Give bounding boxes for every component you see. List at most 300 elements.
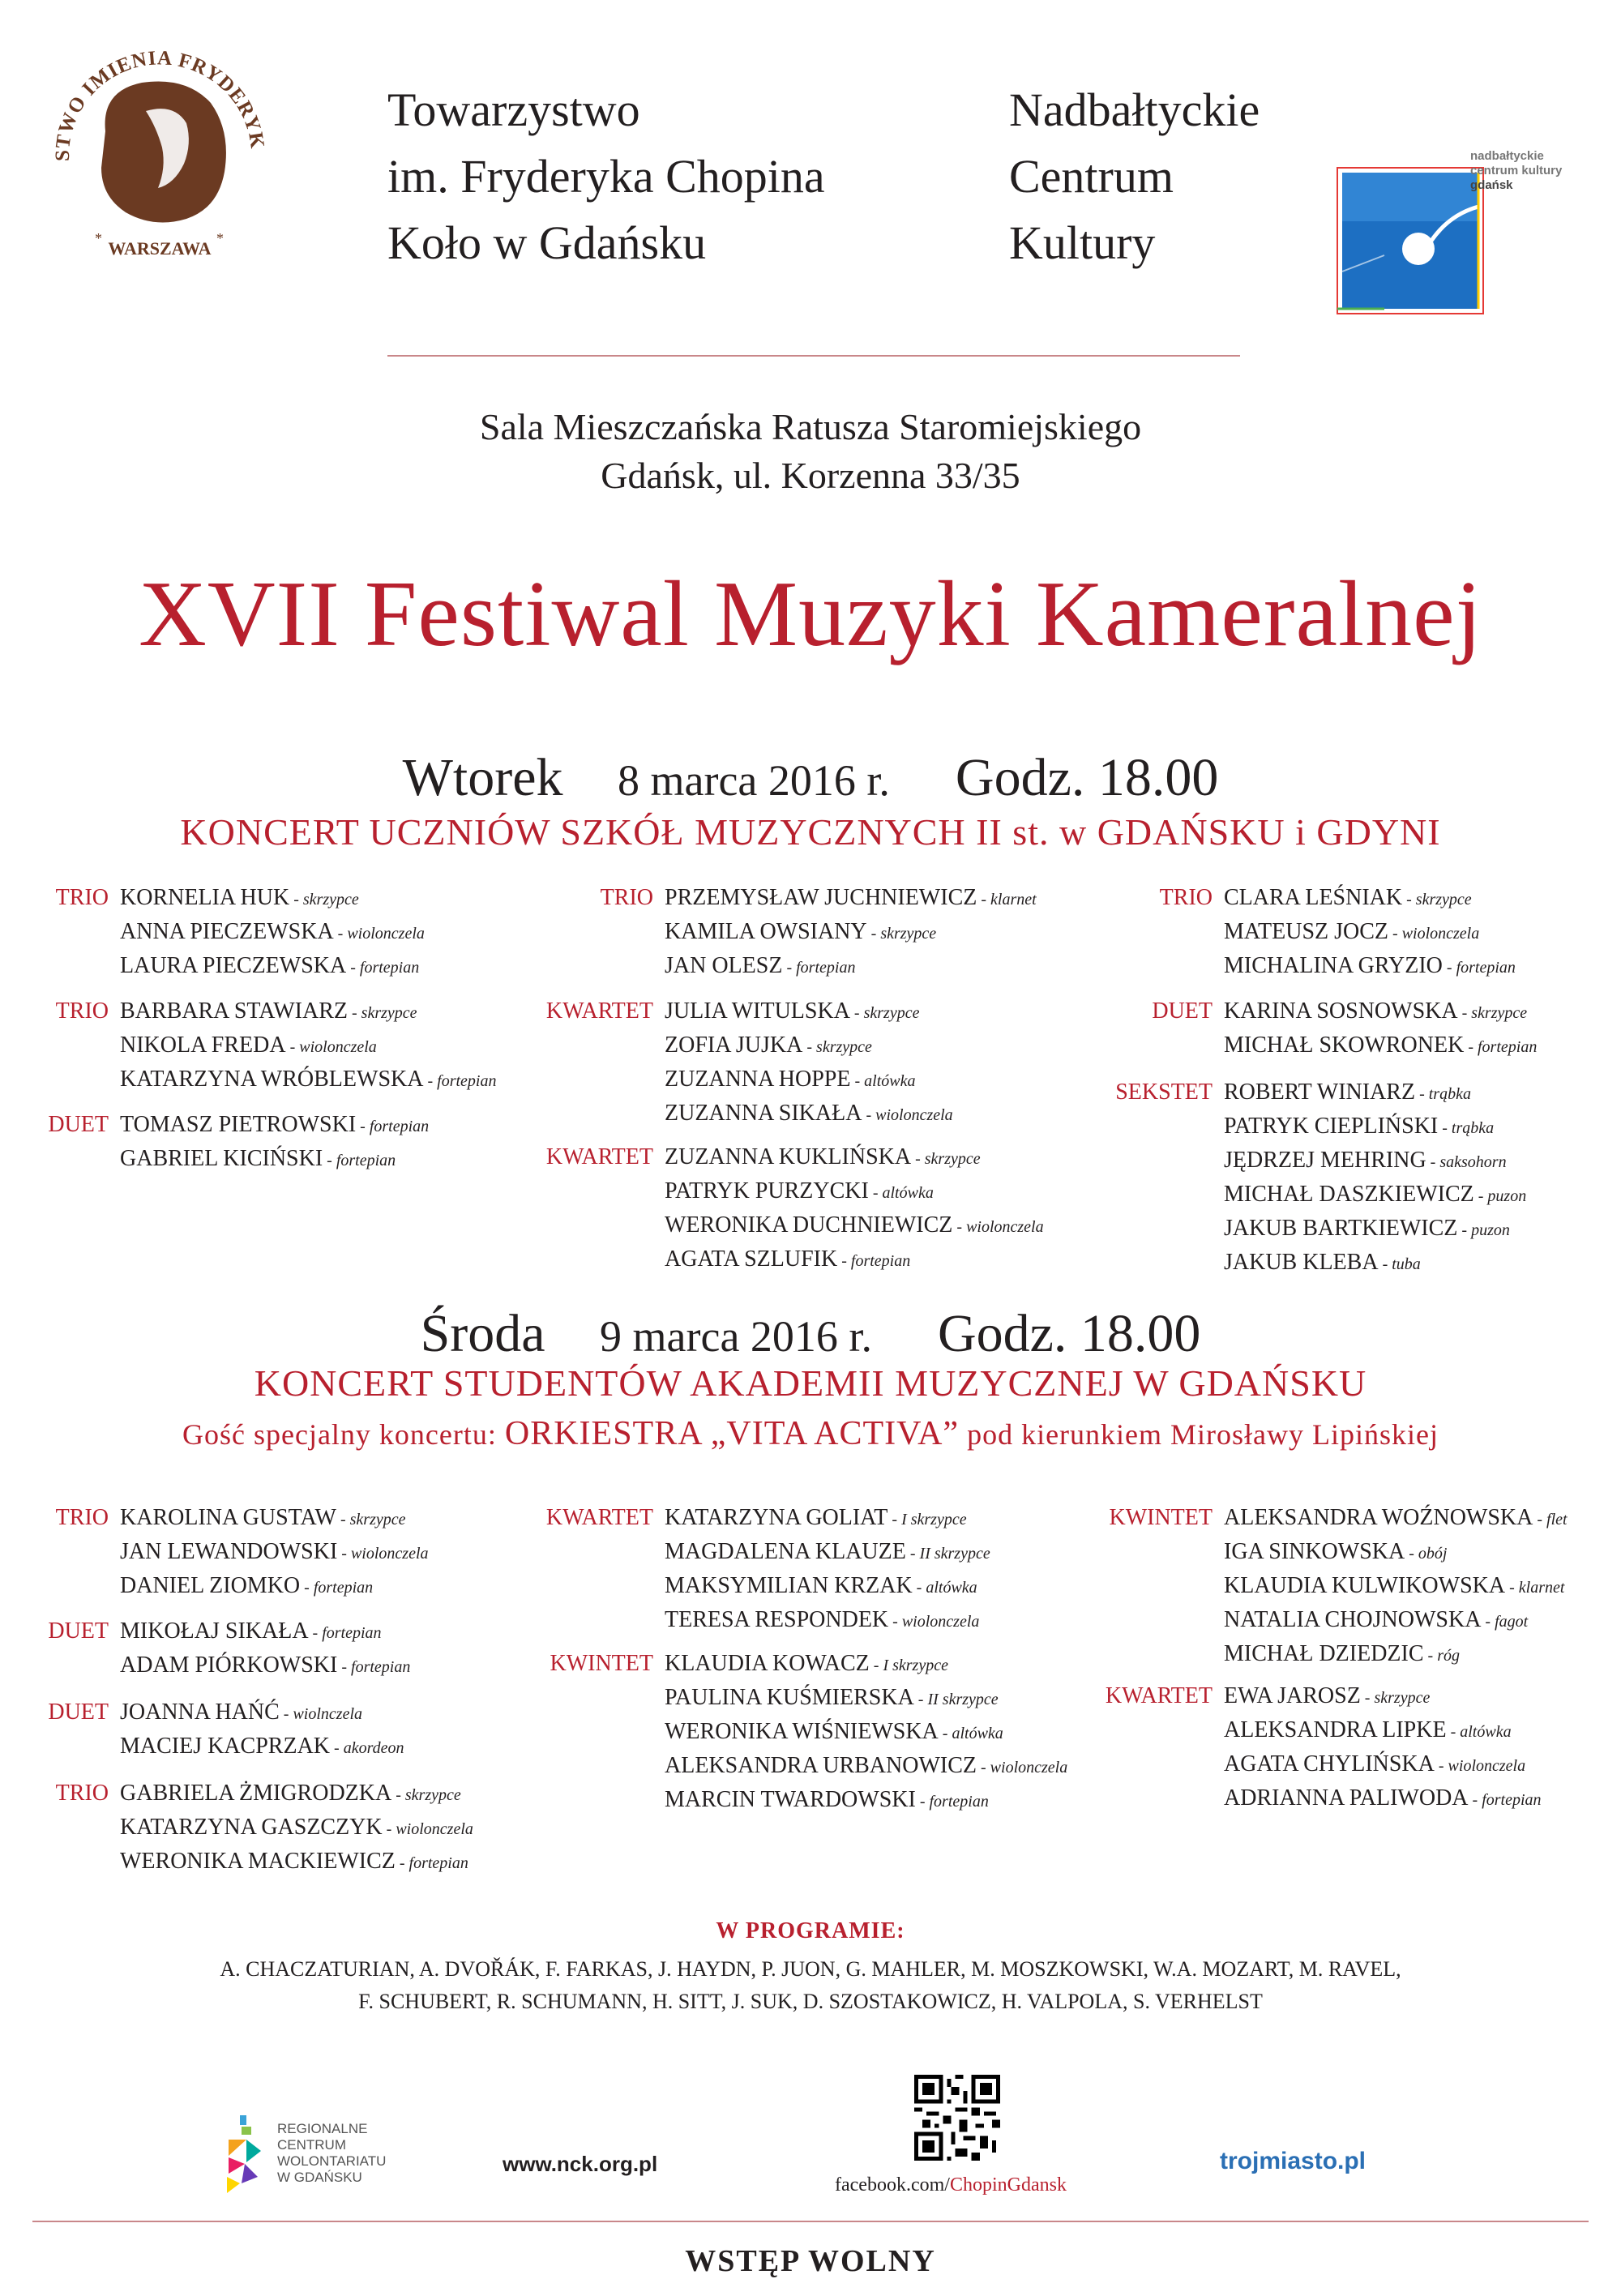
performer xyxy=(1224,1502,1568,1536)
separator: - xyxy=(1415,1085,1429,1103)
performer-instrument: altówka xyxy=(882,1184,934,1202)
day1-date: 8 marca 2016 r. xyxy=(618,756,890,805)
separator: - xyxy=(1442,959,1456,977)
performer xyxy=(120,1845,473,1879)
performer xyxy=(120,1536,429,1570)
performer-instrument: altówka xyxy=(864,1072,916,1090)
performer xyxy=(1224,1110,1526,1144)
separator: - xyxy=(977,891,991,909)
special-guest xyxy=(0,1414,1621,1453)
performer-instrument: fortepian xyxy=(322,1624,382,1642)
ensemble xyxy=(55,995,497,1097)
performer xyxy=(665,1209,1044,1243)
performer-name: JAKUB KLEBA xyxy=(1224,1250,1379,1275)
performer xyxy=(120,1502,429,1536)
program-line: A. CHACZATURIAN, A. DVOŘÁK, F. FARKAS, J. HAYDN, P. JUON, G. MAHLER, M. MOSZKOWSKI, W.A. MOZART, M. RAVEL, xyxy=(220,1957,1401,1981)
ensemble-type-label: TRIO xyxy=(1159,885,1213,910)
ensemble xyxy=(1109,1502,1568,1672)
separator: - xyxy=(905,1545,920,1563)
performer xyxy=(665,1750,1067,1784)
separator: - xyxy=(1388,925,1402,943)
day1-weekday: Wtorek xyxy=(402,748,563,807)
separator: - xyxy=(279,1705,293,1723)
org-line: Towarzystwo xyxy=(387,83,640,136)
ensemble xyxy=(1159,882,1516,984)
performer-instrument: II skrzypce xyxy=(919,1545,990,1563)
left-organization-name xyxy=(387,77,825,276)
performer xyxy=(1224,1680,1542,1714)
ensemble-type-label: DUET xyxy=(1152,998,1213,1024)
day2-concert-title: KONCERT STUDENTÓW AKADEMII MUZYCZNEJ W GDAŃSKU xyxy=(254,1362,1367,1404)
separator: - xyxy=(1360,1689,1375,1707)
separator: - xyxy=(912,1579,926,1597)
day2-time: Godz. 18.00 xyxy=(937,1304,1201,1363)
ensemble xyxy=(55,1777,473,1879)
separator: - xyxy=(1468,1791,1482,1809)
separator: - xyxy=(887,1511,902,1529)
performer-instrument: wiolnczela xyxy=(293,1705,363,1723)
performer xyxy=(120,1063,496,1097)
day1-concert-title: KONCERT UCZNIÓW SZKÓŁ MUZYCZNYCH II st. w GDAŃSKU i GDYNI xyxy=(180,811,1441,853)
program-composers xyxy=(97,1953,1524,2018)
performer-instrument: trąbka xyxy=(1428,1085,1471,1103)
performer-name: ADAM PIÓRKOWSKI xyxy=(120,1653,338,1678)
performer-instrument: puzon xyxy=(1471,1221,1510,1239)
day1-header xyxy=(0,747,1621,809)
venue xyxy=(0,403,1621,500)
program-line: F. SCHUBERT, R. SCHUMANN, H. SITT, J. SUK, D. SZOSTAKOWICZ, H. VALPOLA, S. VERHELST xyxy=(358,1990,1263,2013)
header-divider xyxy=(387,355,1240,357)
performer-name: ALEKSANDRA WOŹNOWSKA xyxy=(1224,1505,1533,1530)
performer-name: WERONIKA DUCHNIEWICZ xyxy=(665,1212,953,1238)
separator: - xyxy=(1505,1579,1519,1597)
performer-instrument: obój xyxy=(1418,1545,1448,1563)
performer-instrument: wiolonczela xyxy=(347,925,425,943)
performer-instrument: puzon xyxy=(1487,1187,1527,1205)
performer-name: PATRYK CIEPLIŃSKI xyxy=(1224,1114,1439,1139)
performer-instrument: I skrzypce xyxy=(901,1511,967,1529)
ensemble-type-label: TRIO xyxy=(600,885,653,910)
separator: - xyxy=(862,1106,876,1124)
performer-instrument: skrzypce xyxy=(924,1150,981,1168)
trojmiasto-logo: trojmiasto.pl xyxy=(1220,2148,1367,2174)
separator: - xyxy=(915,1793,930,1811)
performer-name: ZOFIA JUJKA xyxy=(665,1033,803,1058)
separator: - xyxy=(1423,1647,1438,1665)
performer-name: TOMASZ PIETROWSKI xyxy=(120,1112,357,1137)
performer-name: ANNA PIECZEWSKA xyxy=(120,919,334,944)
performer-instrument: skrzypce xyxy=(349,1511,406,1529)
ensemble xyxy=(1105,1680,1542,1816)
performer-name: ZUZANNA HOPPE xyxy=(665,1067,851,1092)
performer-name: MAGDALENA KLAUZE xyxy=(665,1539,906,1564)
org-line: Kultury xyxy=(1009,216,1156,269)
performer-name: BARBARA STAWIARZ xyxy=(120,998,348,1024)
separator: - xyxy=(333,925,348,943)
performer-instrument: wiolonczela xyxy=(901,1613,980,1631)
performer-name: KAROLINA GUSTAW xyxy=(120,1505,336,1530)
separator: - xyxy=(802,1038,817,1056)
performer xyxy=(665,1063,953,1097)
org-line: Koło w Gdańsku xyxy=(387,216,707,269)
performer-name: KATARZYNA GASZCZYK xyxy=(120,1815,383,1840)
performer xyxy=(665,1536,990,1570)
separator: - xyxy=(1434,1757,1448,1775)
performer xyxy=(1224,950,1516,984)
performer-name: MICHAŁ SKOWRONEK xyxy=(1224,1033,1465,1058)
separator: - xyxy=(300,1579,314,1597)
separator: - xyxy=(1473,1187,1488,1205)
nck-logo-line: nadbałtyckie xyxy=(1470,149,1544,163)
separator: - xyxy=(347,1004,361,1022)
performer-instrument: wiolonczela xyxy=(875,1106,953,1124)
performer xyxy=(665,1502,990,1536)
performer-name: ZUZANNA SIKAŁA xyxy=(665,1101,862,1126)
ensemble-type-label: SEKSTET xyxy=(1115,1080,1213,1105)
performer-instrument: fortepian xyxy=(796,959,856,977)
separator: - xyxy=(289,891,303,909)
performer-name: KARINA SOSNOWSKA xyxy=(1224,998,1458,1024)
performer-name: JAKUB BARTKIEWICZ xyxy=(1224,1216,1458,1241)
performer xyxy=(120,1029,496,1063)
ensemble xyxy=(550,1648,1068,1818)
performer xyxy=(1224,1638,1568,1672)
guest-prefix: Gość specjalny koncertu: xyxy=(182,1418,497,1451)
separator: - xyxy=(1426,1153,1440,1171)
performer-instrument: skrzypce xyxy=(302,891,359,909)
performer-instrument: akordeon xyxy=(343,1739,404,1757)
ensemble xyxy=(545,995,953,1131)
performer-instrument: skrzypce xyxy=(404,1786,461,1804)
performer-name: MATEUSZ JOCZ xyxy=(1224,919,1389,944)
nck-logo-line: gdańsk xyxy=(1470,178,1513,192)
performer xyxy=(120,1649,410,1683)
day1-time: Godz. 18.00 xyxy=(955,748,1219,807)
volunteer-center-name xyxy=(277,2121,386,2186)
performer-name: ADRIANNA PALIWODA xyxy=(1224,1785,1469,1811)
separator: - xyxy=(913,1691,928,1708)
performer xyxy=(120,1109,429,1143)
logo-bottom-text: WARSZAWA xyxy=(108,238,212,259)
performer xyxy=(665,1175,1044,1209)
day2-date: 9 marca 2016 r. xyxy=(600,1312,872,1361)
separator: - xyxy=(837,1252,851,1270)
ensemble-type-label: KWARTET xyxy=(545,1505,653,1530)
performer-instrument: fortepian xyxy=(359,959,420,977)
performer xyxy=(665,1243,1044,1277)
performer-name: CLARA LEŚNIAK xyxy=(1224,885,1403,910)
separator: - xyxy=(1446,1723,1461,1741)
performer-name: ALEKSANDRA LIPKE xyxy=(1224,1717,1447,1742)
separator: - xyxy=(391,1786,405,1804)
performer-instrument: fortepian xyxy=(408,1854,468,1872)
performer-instrument: fortepian xyxy=(336,1152,396,1169)
performer-name: NIKOLA FREDA xyxy=(120,1033,286,1058)
performer-name: PATRYK PURZYCKI xyxy=(665,1178,869,1204)
performer-name: KATARZYNA GOLIAT xyxy=(665,1505,888,1530)
ensemble-type-label: TRIO xyxy=(55,885,109,910)
performer-name: ROBERT WINIARZ xyxy=(1224,1080,1416,1105)
performer xyxy=(1224,1748,1542,1782)
separator: - xyxy=(346,959,360,977)
performer-name: GABRIELA ŻMIGRODZKA xyxy=(120,1781,392,1806)
performer-instrument: fortepian xyxy=(369,1118,430,1135)
ensemble-type-label: TRIO xyxy=(55,1781,109,1806)
performer-name: LAURA PIECZEWSKA xyxy=(120,953,347,978)
performer xyxy=(120,1811,473,1845)
separator: - xyxy=(782,959,797,977)
performer-name: WERONIKA MACKIEWICZ xyxy=(120,1849,396,1874)
guest-suffix: pod kierunkiem Mirosławy Lipińskiej xyxy=(967,1418,1439,1451)
performer-name: PRZEMYSŁAW JUCHNIEWICZ xyxy=(665,885,977,910)
performer-instrument: wiolonczela xyxy=(990,1759,1068,1777)
performer xyxy=(665,1097,953,1131)
free-entry: WSTĘP WOLNY xyxy=(685,2244,936,2278)
rcw-line: WOLONTARIATU xyxy=(277,2153,387,2169)
ensemble xyxy=(1115,1076,1527,1281)
facebook-prefix: facebook.com/ xyxy=(835,2174,950,2196)
separator: - xyxy=(1438,1119,1452,1137)
ensemble-type-label: KWARTET xyxy=(1105,1683,1213,1708)
performer-name: TERESA RESPONDEK xyxy=(665,1607,889,1632)
day2-weekday: Środa xyxy=(420,1304,545,1363)
performer xyxy=(665,995,953,1029)
venue-hall: Sala Mieszczańska Ratusza Staromiejskiego xyxy=(479,406,1142,447)
separator: - xyxy=(395,1854,409,1872)
separator: - xyxy=(850,1072,865,1090)
svg-text:*: * xyxy=(216,230,224,246)
separator: - xyxy=(337,1658,352,1676)
performer xyxy=(665,1604,990,1638)
performer xyxy=(120,1777,473,1811)
performer-instrument: flet xyxy=(1546,1511,1568,1529)
performer xyxy=(1224,1782,1542,1816)
performer-instrument: fagot xyxy=(1495,1613,1529,1631)
ensemble xyxy=(48,1696,404,1764)
performer-instrument: wiolonczela xyxy=(299,1038,377,1056)
performer-name: MICHAŁ DZIEDZIC xyxy=(1224,1641,1424,1666)
performer-instrument: altówka xyxy=(926,1579,977,1597)
performer-instrument: I skrzypce xyxy=(883,1657,948,1674)
performer xyxy=(1224,916,1516,950)
performer-instrument: II skrzypce xyxy=(927,1691,999,1708)
performer-name: KLAUDIA KOWACZ xyxy=(665,1651,870,1676)
facebook-page: ChopinGdansk xyxy=(949,2174,1067,2196)
day2-header xyxy=(0,1303,1621,1365)
separator: - xyxy=(1481,1613,1495,1631)
ensemble-type-label: KWARTET xyxy=(545,1144,653,1169)
performer-instrument: fortepian xyxy=(1478,1038,1538,1056)
performer xyxy=(120,916,425,950)
performer-instrument: skrzypce xyxy=(816,1038,872,1056)
ensemble xyxy=(48,1109,430,1177)
right-organization-name xyxy=(1009,77,1260,276)
performer xyxy=(120,1570,429,1604)
footer-divider xyxy=(32,2221,1589,2222)
performer-instrument: wiolonczela xyxy=(1448,1757,1526,1775)
performer xyxy=(665,1784,1067,1818)
performer-instrument: altówka xyxy=(952,1725,1003,1742)
separator: - xyxy=(336,1511,350,1529)
performer-instrument: saksohorn xyxy=(1439,1153,1507,1171)
performer-name: JAN LEWANDOWSKI xyxy=(120,1539,338,1564)
separator: - xyxy=(849,1004,864,1022)
svg-text:*: * xyxy=(95,230,102,246)
performer-name: KLAUDIA KULWIKOWSKA xyxy=(1224,1573,1506,1598)
separator: - xyxy=(1402,891,1416,909)
separator: - xyxy=(938,1725,952,1742)
performer xyxy=(1224,1604,1568,1638)
ensemble xyxy=(545,1141,1044,1277)
performer-name: NATALIA CHOJNOWSKA xyxy=(1224,1607,1482,1632)
separator: - xyxy=(423,1072,438,1090)
performer-instrument: altówka xyxy=(1460,1723,1512,1741)
festival-title: XVII Festiwal Muzyki Kameralnej xyxy=(139,562,1482,666)
separator: - xyxy=(1533,1511,1547,1529)
performer-instrument: róg xyxy=(1437,1647,1460,1665)
separator: - xyxy=(952,1218,967,1236)
performer-instrument: wiolonczela xyxy=(966,1218,1044,1236)
separator: - xyxy=(323,1152,336,1169)
performer-name: EWA JAROSZ xyxy=(1224,1683,1361,1708)
separator: - xyxy=(308,1624,323,1642)
separator: - xyxy=(356,1118,370,1135)
performer xyxy=(1224,1212,1526,1246)
org-line: im. Fryderyka Chopina xyxy=(387,150,825,203)
nck-logo xyxy=(1336,149,1563,322)
performer-instrument: wiolonczela xyxy=(1401,925,1480,943)
ensemble xyxy=(600,882,1037,984)
separator: - xyxy=(977,1759,990,1777)
performer xyxy=(665,1716,1067,1750)
chopin-society-logo xyxy=(45,34,276,265)
performer xyxy=(665,1570,990,1604)
performer-name: KAMILA OWSIANY xyxy=(665,919,867,944)
org-line: Nadbałtyckie xyxy=(1009,83,1260,136)
performer-instrument: tuba xyxy=(1392,1255,1421,1273)
performer-name: MICHALINA GRYZIO xyxy=(1224,953,1443,978)
performer xyxy=(120,1143,429,1177)
performer-instrument: klarnet xyxy=(1518,1579,1565,1597)
performer-name: JAN OLESZ xyxy=(665,953,783,978)
performer-instrument: skrzypce xyxy=(863,1004,920,1022)
performer-instrument: skrzypce xyxy=(1471,1004,1528,1022)
performer-name: KATARZYNA WRÓBLEWSKA xyxy=(120,1067,424,1092)
performer-name: ALEKSANDRA URBANOWICZ xyxy=(665,1753,977,1778)
performer xyxy=(1224,1029,1537,1063)
ensemble-type-label: DUET xyxy=(48,1700,109,1725)
performer xyxy=(120,1696,404,1730)
performer-name: WERONIKA WIŚNIEWSKA xyxy=(665,1719,939,1744)
ensemble xyxy=(545,1502,990,1638)
separator: - xyxy=(1464,1038,1478,1056)
performer-instrument: wiolonczela xyxy=(350,1545,429,1563)
performer-instrument: fortepian xyxy=(351,1658,411,1676)
qr-code-icon xyxy=(914,2075,1000,2161)
performer-instrument: fortepian xyxy=(1456,959,1516,977)
performer xyxy=(665,1682,1067,1716)
performer-instrument: skrzypce xyxy=(1415,891,1472,909)
venue-address: Gdańsk, ul. Korzenna 33/35 xyxy=(601,455,1020,496)
performer xyxy=(120,995,496,1029)
ensemble xyxy=(48,1615,411,1683)
performer-instrument: skrzypce xyxy=(1374,1689,1431,1707)
program-heading: W PROGRAMIE: xyxy=(716,1918,905,1943)
performer-instrument: trąbka xyxy=(1451,1119,1495,1137)
performer xyxy=(665,882,1037,916)
performer-instrument: skrzypce xyxy=(880,925,937,943)
separator: - xyxy=(285,1038,300,1056)
performer xyxy=(1224,1178,1526,1212)
volunteer-center-logo xyxy=(225,2115,263,2196)
performer-name: MIKOŁAJ SIKAŁA xyxy=(120,1618,309,1644)
performer xyxy=(665,950,1037,984)
performer-name: MICHAŁ DASZKIEWICZ xyxy=(1224,1182,1474,1207)
performer-instrument: klarnet xyxy=(990,891,1037,909)
guest-name: ORKIESTRA „VITA ACTIVA” xyxy=(504,1415,960,1452)
separator: - xyxy=(866,925,881,943)
rcw-line: W GDAŃSKU xyxy=(277,2170,362,2185)
performer xyxy=(1224,1144,1526,1178)
performer-instrument: fortepian xyxy=(850,1252,911,1270)
performer-name: JĘDRZEJ MEHRING xyxy=(1224,1148,1426,1173)
performer-name: GABRIEL KICIŃSKI xyxy=(120,1146,323,1171)
performer-instrument: fortepian xyxy=(437,1072,497,1090)
ensemble xyxy=(55,1502,429,1604)
performer xyxy=(665,916,1037,950)
separator: - xyxy=(382,1820,396,1838)
separator: - xyxy=(911,1150,925,1168)
performer xyxy=(665,1141,1044,1175)
separator: - xyxy=(1405,1545,1418,1563)
ensemble xyxy=(1152,995,1538,1063)
performer-instrument: fortepian xyxy=(929,1793,989,1811)
performer-name: MACIEJ KACPRZAK xyxy=(120,1734,331,1759)
separator: - xyxy=(337,1545,351,1563)
performer-name: DANIEL ZIOMKO xyxy=(120,1573,301,1598)
performer-name: ZUZANNA KUKLIŃSKA xyxy=(665,1144,912,1169)
performer xyxy=(665,1648,1067,1682)
ensemble-type-label: KWINTET xyxy=(1109,1505,1213,1530)
performer-instrument: skrzypce xyxy=(361,1004,417,1022)
rcw-line: REGIONALNE xyxy=(277,2121,368,2136)
separator: - xyxy=(868,1184,883,1202)
performer-name: AGATA SZLUFIK xyxy=(665,1246,838,1272)
ensemble-type-label: TRIO xyxy=(55,998,109,1024)
ensemble-type-label: KWINTET xyxy=(550,1651,653,1676)
performer-name: PAULINA KUŚMIERSKA xyxy=(665,1685,914,1710)
logo-arc-text: STWO IMIENIA FRYDERYK xyxy=(51,47,268,162)
performer xyxy=(1224,882,1516,916)
ensemble-type-label: KWARTET xyxy=(545,998,653,1024)
ensemble-type-label: DUET xyxy=(48,1618,109,1644)
website-link[interactable]: www.nck.org.pl xyxy=(503,2152,658,2176)
performer xyxy=(120,1615,410,1649)
nck-logo-line: centrum kultury xyxy=(1470,164,1563,177)
performer xyxy=(120,1730,404,1764)
performer xyxy=(665,1029,953,1063)
separator: - xyxy=(888,1613,902,1631)
performer xyxy=(1224,1536,1568,1570)
performer-instrument: fortepian xyxy=(1482,1791,1542,1809)
facebook-link[interactable] xyxy=(835,2174,1067,2196)
performer-name: JULIA WITULSKA xyxy=(665,998,850,1024)
separator: - xyxy=(1457,1221,1472,1239)
performer-name: JOANNA HAŃĆ xyxy=(120,1700,280,1725)
ensemble-type-label: DUET xyxy=(48,1112,109,1137)
ensemble-type-label: TRIO xyxy=(55,1505,109,1530)
org-line: Centrum xyxy=(1009,150,1174,203)
